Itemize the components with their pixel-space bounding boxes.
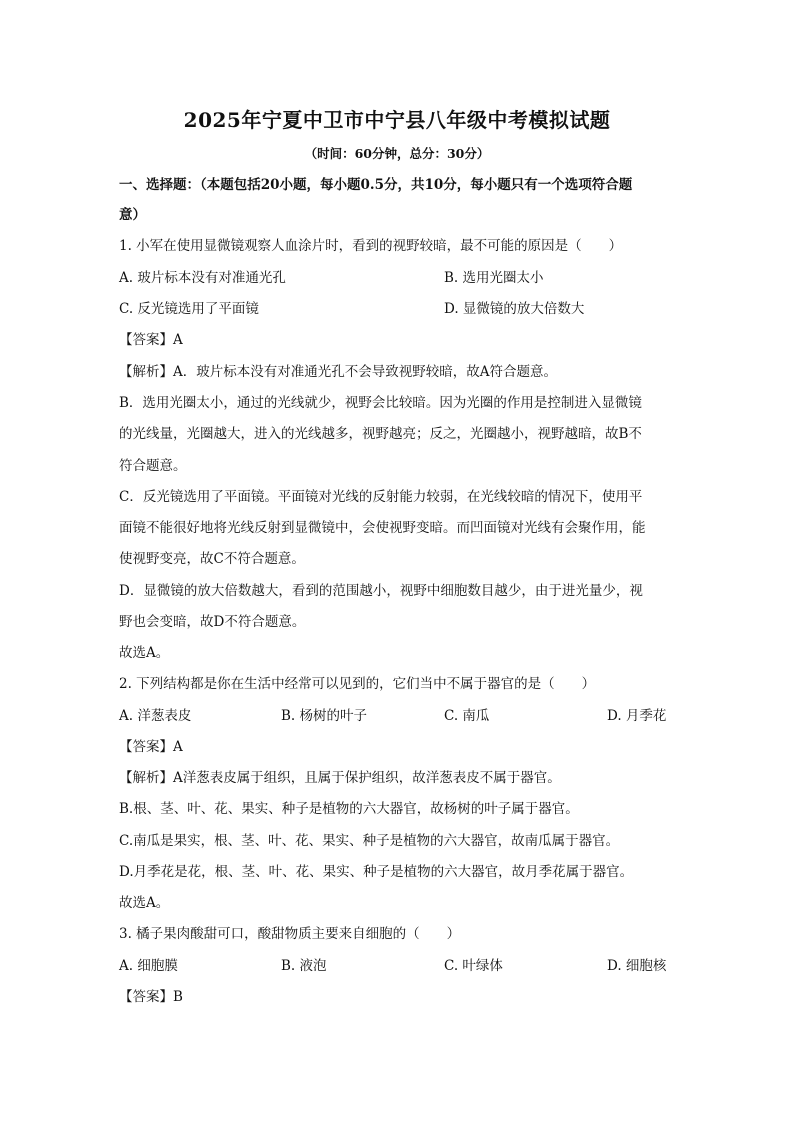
q1-answer: 【答案】A: [119, 332, 183, 348]
q2-analysis-line: B.根、茎、叶、花、果实、种子是植物的六大器官，故杨树的叶子属于器官。: [119, 801, 579, 817]
question-2-stem: 2. 下列结构都是你在生活中经常可以见到的，它们当中不属于器官的是（ ）: [119, 676, 596, 692]
q2-option-b: B. 杨树的叶子: [281, 708, 368, 724]
q3-option-d: D. 细胞核: [607, 958, 667, 974]
q2-analysis-line: D.月季花是花，根、茎、叶、花、果实、种子是植物的六大器官，故月季花属于器官。: [119, 864, 634, 880]
q1-conclusion: 故选A。: [119, 645, 170, 661]
section-heading: 一、选择题：（本题包括20小题，每小题0.5分，共10分，每小题只有一个选项符合题: [119, 177, 633, 193]
q2-analysis-line: 【解析】A洋葱表皮属于组织，且属于保护组织，故洋葱表皮不属于器官。: [119, 770, 561, 786]
q1-analysis-line: 野也会变暗，故D不符合题意。: [119, 614, 306, 630]
q1-option-c: C. 反光镜选用了平面镜: [119, 301, 259, 317]
q3-option-c: C. 叶绿体: [444, 958, 503, 974]
q2-analysis-line: C.南瓜是果实，根、茎、叶、花、果实、种子是植物的六大器官，故南瓜属于器官。: [119, 833, 620, 849]
q1-analysis-line: 面镜不能很好地将光线反射到显微镜中，会使视野变暗。而凹面镜对光线有会聚作用，能: [119, 520, 646, 536]
q2-conclusion: 故选A。: [119, 895, 170, 911]
q3-answer: 【答案】B: [119, 989, 183, 1005]
q1-analysis-line: 【解析】A．玻片标本没有对准通光孔不会导致视野较暗，故A符合题意。: [119, 364, 557, 380]
q1-option-a: A. 玻片标本没有对准通光孔: [119, 270, 286, 286]
q1-option-d: D. 显微镜的放大倍数大: [444, 301, 585, 317]
exam-info: （时间：60分钟，总分：30分）: [304, 146, 490, 161]
q1-analysis-line: D．显微镜的放大倍数越大，看到的范围越小，视野中细胞数目越少，由于进光量少，视: [119, 583, 643, 599]
page-title: 2025年宁夏中卫市中宁县八年级中考模拟试题: [183, 108, 611, 132]
q2-option-a: A. 洋葱表皮: [119, 708, 192, 724]
question-3-stem: 3. 橘子果肉酸甜可口，酸甜物质主要来自细胞的（ ）: [119, 926, 461, 942]
q1-analysis-line: C．反光镜选用了平面镜。平面镜对光线的反射能力较弱，在光线较暗的情况下，使用平: [119, 489, 643, 505]
q3-option-b: B. 液泡: [281, 958, 327, 974]
q1-analysis-line: B．选用光圈太小，通过的光线就少，视野会比较暗。因为光圈的作用是控制进入显微镜: [119, 395, 642, 411]
q1-analysis-line: 的光线量，光圈越大，进入的光线越多，视野越亮；反之，光圈越小，视野越暗，故B不: [119, 426, 642, 442]
q3-option-a: A. 细胞膜: [119, 958, 178, 974]
section-heading-cont: 意）: [119, 207, 146, 223]
q2-option-c: C. 南瓜: [444, 708, 490, 724]
q2-answer: 【答案】A: [119, 739, 183, 755]
q1-analysis-line: 使视野变亮，故C不符合题意。: [119, 551, 305, 567]
q2-option-d: D. 月季花: [607, 708, 667, 724]
question-1-stem: 1. 小军在使用显微镜观察人血涂片时，看到的视野较暗，最不可能的原因是（ ）: [119, 238, 623, 254]
q1-option-b: B. 选用光圈太小: [444, 270, 544, 286]
q1-analysis-line: 符合题意。: [119, 458, 187, 474]
